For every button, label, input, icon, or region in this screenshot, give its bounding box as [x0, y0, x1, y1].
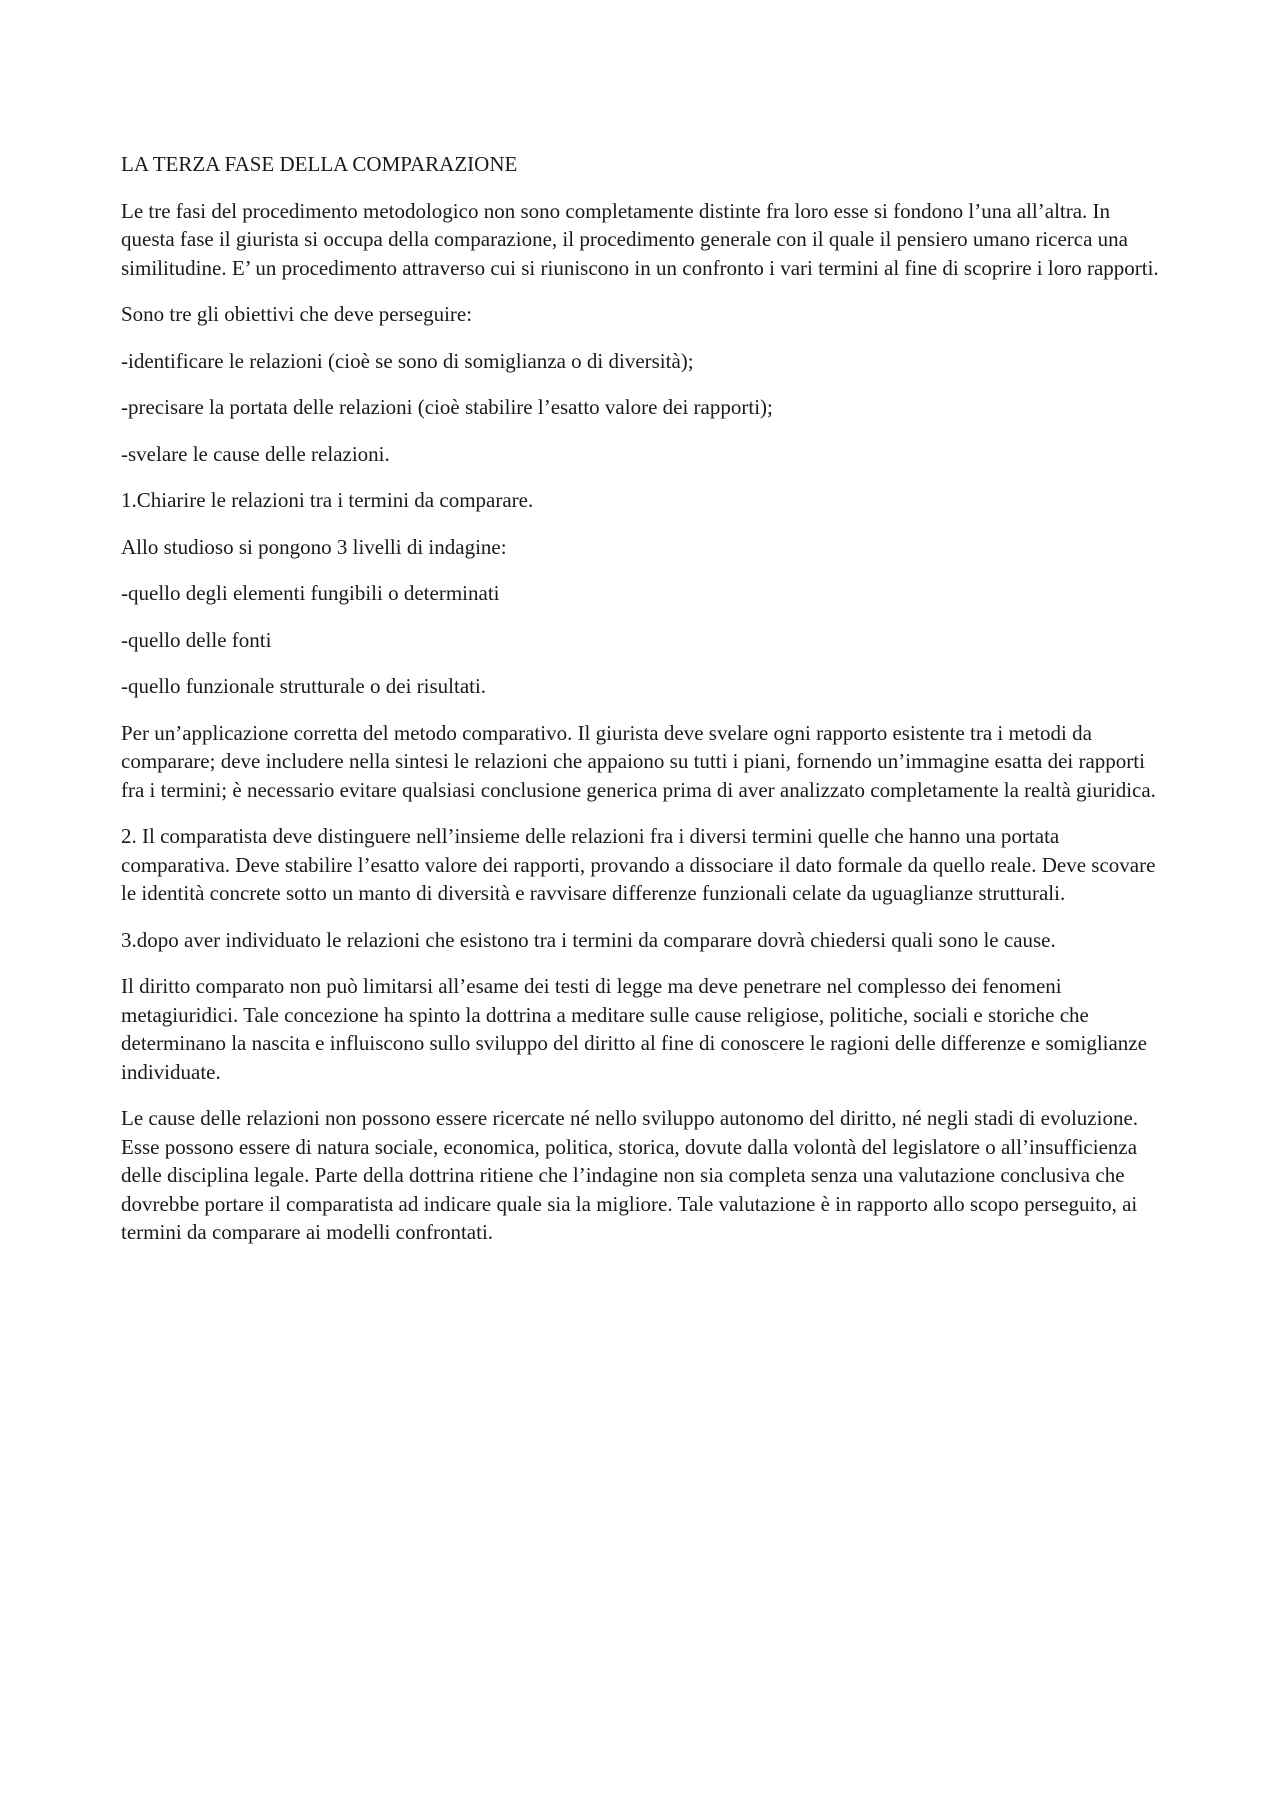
objective-item-1: -identificare le relazioni (cioè se sono di somiglianza o di diversità);: [121, 348, 694, 373]
paragraph-diritto-comparato: Il diritto comparato non può limitarsi all’esame dei testi di legge ma deve penetrare nel complesso dei fenomeni metagiuridici. Tale concezione ha spinto la dottrina a meditare sulle cause religiose, politiche, sociali e storiche che determinano la nascita e influiscono sullo sviluppo del diritto al fine di conoscere le ragioni delle differenze e somiglianze individuate.: [121, 974, 1147, 1084]
objective-item-3: -svelare le cause delle relazioni.: [121, 441, 390, 466]
section-paragraph-3: 3.dopo aver individuato le relazioni che esistono tra i termini da comparare dovrà chiedersi quali sono le cause.: [121, 927, 1056, 952]
paragraph-objectives-heading: Sono tre gli obiettivi che deve perseguire:: [121, 302, 473, 326]
objective-item-2: -precisare la portata delle relazioni (cioè stabilire l’esatto valore dei rapporti);: [121, 395, 773, 419]
document-title: LA TERZA FASE DELLA COMPARAZIONE: [121, 152, 518, 176]
section-heading-1: 1.Chiarire le relazioni tra i termini da comparare.: [121, 488, 534, 512]
paragraph-cause-relazioni: Le cause delle relazioni non possono essere ricercate né nello sviluppo autonomo del diritto, né negli stadi di evoluzione. Esse possono essere di natura sociale, economica, politica, storica, dovute dalla volontà del legislatore o all’insufficienza delle disciplina legale. Parte della dottrina ritiene che l’indagine non sia completa senza una valutazione conclusiva che dovrebbe portare il comparatista ad indicare quale sia la migliore. Tale valutazione è in rapporto allo scopo perseguito, ai termini da comparare ai modelli confrontati.: [121, 1106, 1139, 1244]
level-item-1: -quello degli elementi fungibili o determinati: [121, 581, 500, 605]
paragraph-levels-heading: Allo studioso si pongono 3 livelli di indagine:: [121, 534, 507, 559]
section-paragraph-2: 2. Il comparatista deve distinguere nell’insieme delle relazioni fra i diversi termini quelle che hanno una portata comparativa. Deve stabilire l’esatto valore dei rapporti, provando a dissociare il dato formale da quello reale. Deve scovare le identità concrete sotto un manto di diversità e ravvisare differenze funzionali celate da uguaglianze strutturali.: [121, 824, 1156, 905]
level-item-2: -quello delle fonti: [121, 627, 272, 652]
level-item-3: -quello funzionale strutturale o dei risultati.: [121, 674, 487, 698]
paragraph-application: Per un’applicazione corretta del metodo comparativo. Il giurista deve svelare ogni rapporto esistente tra i metodi da comparare; deve includere nella sintesi le relazioni che appaiono su tutti i piani, fornendo un’immagine esatta dei rapporti fra i termini; è necessario evitare qualsiasi conclusione generica prima di aver analizzato completamente la realtà giuridica.: [121, 720, 1156, 802]
paragraph-intro: Le tre fasi del procedimento metodologico non sono completamente distinte fra loro esse si fondono l’una all’altra. In questa fase il giurista si occupa della comparazione, il procedimento generale con il quale il pensiero umano ricerca una similitudine. E’ un procedimento attraverso cui si riuniscono in un confronto i vari termini al fine di scoprire i loro rapporti.: [121, 198, 1159, 280]
document-body: [121, 150, 1166, 1265]
